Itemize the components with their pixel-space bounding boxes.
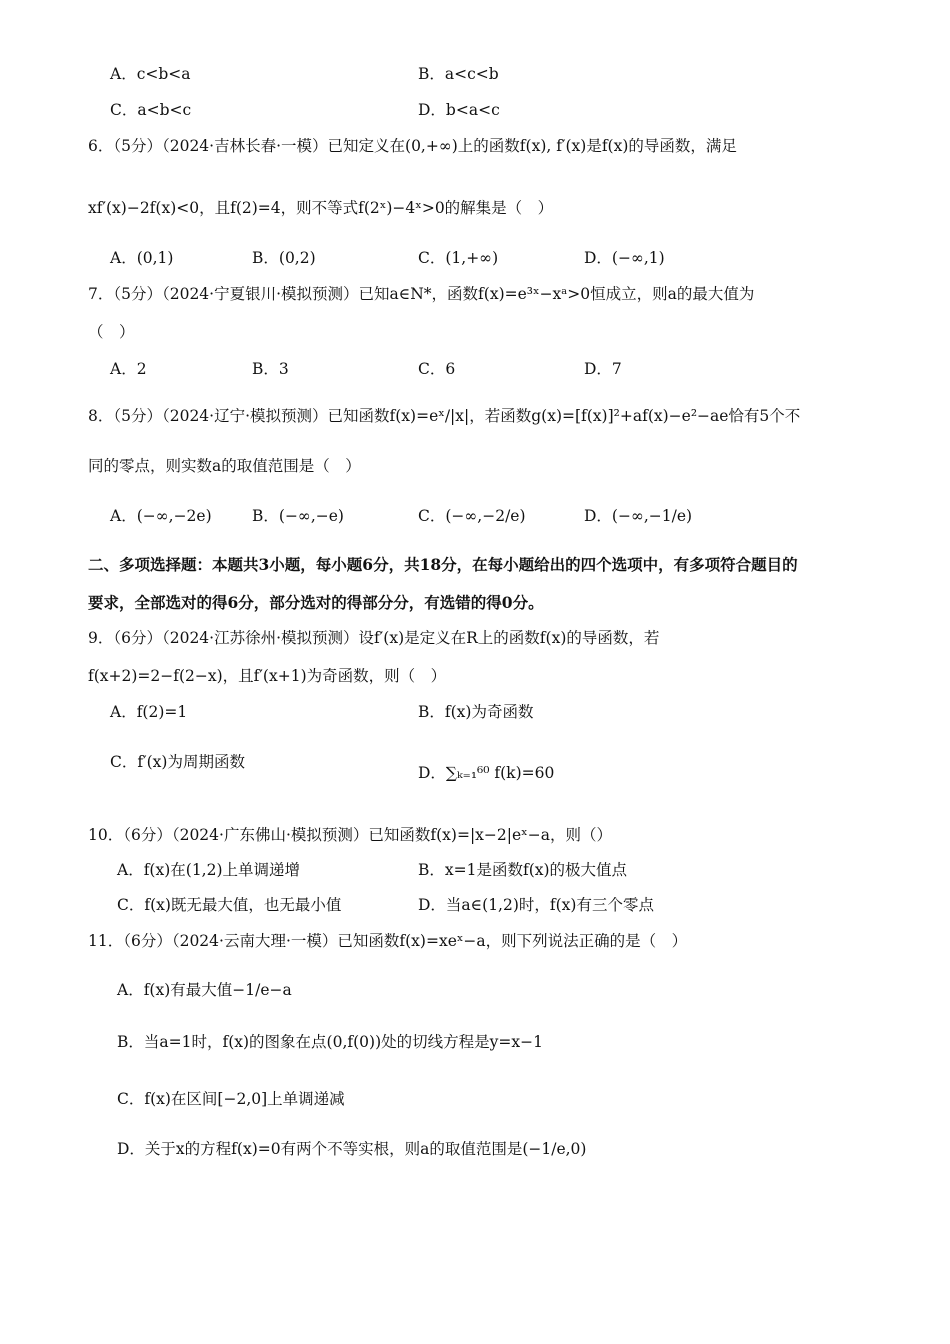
q7-option-d: D．7 <box>584 360 622 378</box>
q11-option-c: C．f(x)在区间[−2,0]上单调递减 <box>117 1090 345 1108</box>
q9-option-d: D．∑ₖ₌₁⁶⁰ f(k)=60 <box>418 764 555 782</box>
q8-stem-line2: 同的零点，则实数a的取值范围是（ ） <box>88 457 361 475</box>
q7-stem-line1: 7．（5分）（2024·宁夏银川·模拟预测）已知a∈N*，函数f(x)=e³ˣ−xᵃ>0恒成立，则a的最大值为 <box>88 285 755 303</box>
q6-option-d: D．(−∞,1) <box>584 249 665 267</box>
q6-option-b: B．(0,2) <box>252 249 316 267</box>
q8-option-c: C．(−∞,−2/e) <box>418 507 526 525</box>
q7-option-b: B．3 <box>252 360 289 378</box>
q8-option-a: A．(−∞,−2e) <box>110 507 212 525</box>
q5-option-c: C．a<b<c <box>110 101 192 119</box>
q6-option-c: C．(1,+∞) <box>418 249 499 267</box>
q8-option-b: B．(−∞,−e) <box>252 507 344 525</box>
q5-option-d: D．b<a<c <box>418 101 500 119</box>
q10-option-c: C．f(x)既无最大值，也无最小值 <box>117 896 342 914</box>
q6-option-a: A．(0,1) <box>110 249 174 267</box>
q7-option-a: A．2 <box>110 360 147 378</box>
q10-option-b: B．x=1是函数f(x)的极大值点 <box>418 861 628 879</box>
q10-option-d: D．当a∈(1,2)时，f(x)有三个零点 <box>418 896 654 914</box>
q7-option-c: C．6 <box>418 360 456 378</box>
q10-stem: 10．（6分）（2024·广东佛山·模拟预测）已知函数f(x)=|x−2|eˣ−a，则（） <box>88 826 612 844</box>
q11-stem: 11．（6分）（2024·云南大理·一模）已知函数f(x)=xeˣ−a，则下列说法正确的是（ ） <box>88 932 688 950</box>
q11-option-b: B．当a=1时，f(x)的图象在点(0,f(0))处的切线方程是y=x−1 <box>117 1033 543 1051</box>
q9-option-b: B．f(x)为奇函数 <box>418 703 534 721</box>
q9-option-a: A．f(2)=1 <box>110 703 188 721</box>
q6-stem-line1: 6．（5分）（2024·吉林长春·一模）已知定义在(0,+∞)上的函数f(x), f′(x)是f(x)的导函数，满足 <box>88 137 737 155</box>
q7-stem-line2: （ ） <box>88 323 135 341</box>
q8-option-d: D．(−∞,−1/e) <box>584 507 693 525</box>
q5-option-b: B．a<c<b <box>418 65 499 83</box>
q9-stem-line1: 9．（6分）（2024·江苏徐州·模拟预测）设f′(x)是定义在R上的函数f(x)的导函数，若 <box>88 629 660 647</box>
q11-option-a: A．f(x)有最大值−1/e−a <box>117 981 292 999</box>
section2-heading-line1: 二、多项选择题：本题共3小题，每小题6分，共18分，在每小题给出的四个选项中，有多项符合题目的 <box>88 555 798 574</box>
q8-stem-line1: 8．（5分）（2024·辽宁·模拟预测）已知函数f(x)=eˣ/|x|，若函数g(x)=[f(x)]²+af(x)−e²−ae恰有5个不 <box>88 407 801 425</box>
q10-option-a: A．f(x)在(1,2)上单调递增 <box>117 861 301 879</box>
q6-stem-line2: xf′(x)−2f(x)<0，且f(2)=4，则不等式f(2ˣ)−4ˣ>0的解集是（ ） <box>88 199 554 217</box>
q5-option-a: A．c<b<a <box>110 65 191 83</box>
section2-heading-line2: 要求，全部选对的得6分，部分选对的得部分分，有选错的得0分。 <box>88 593 544 612</box>
q9-option-c: C．f′(x)为周期函数 <box>110 753 245 771</box>
q9-stem-line2: f(x+2)=2−f(2−x)，且f′(x+1)为奇函数，则（ ） <box>88 667 447 685</box>
q11-option-d: D．关于x的方程f(x)=0有两个不等实根，则a的取值范围是(−1/e,0) <box>117 1140 587 1158</box>
